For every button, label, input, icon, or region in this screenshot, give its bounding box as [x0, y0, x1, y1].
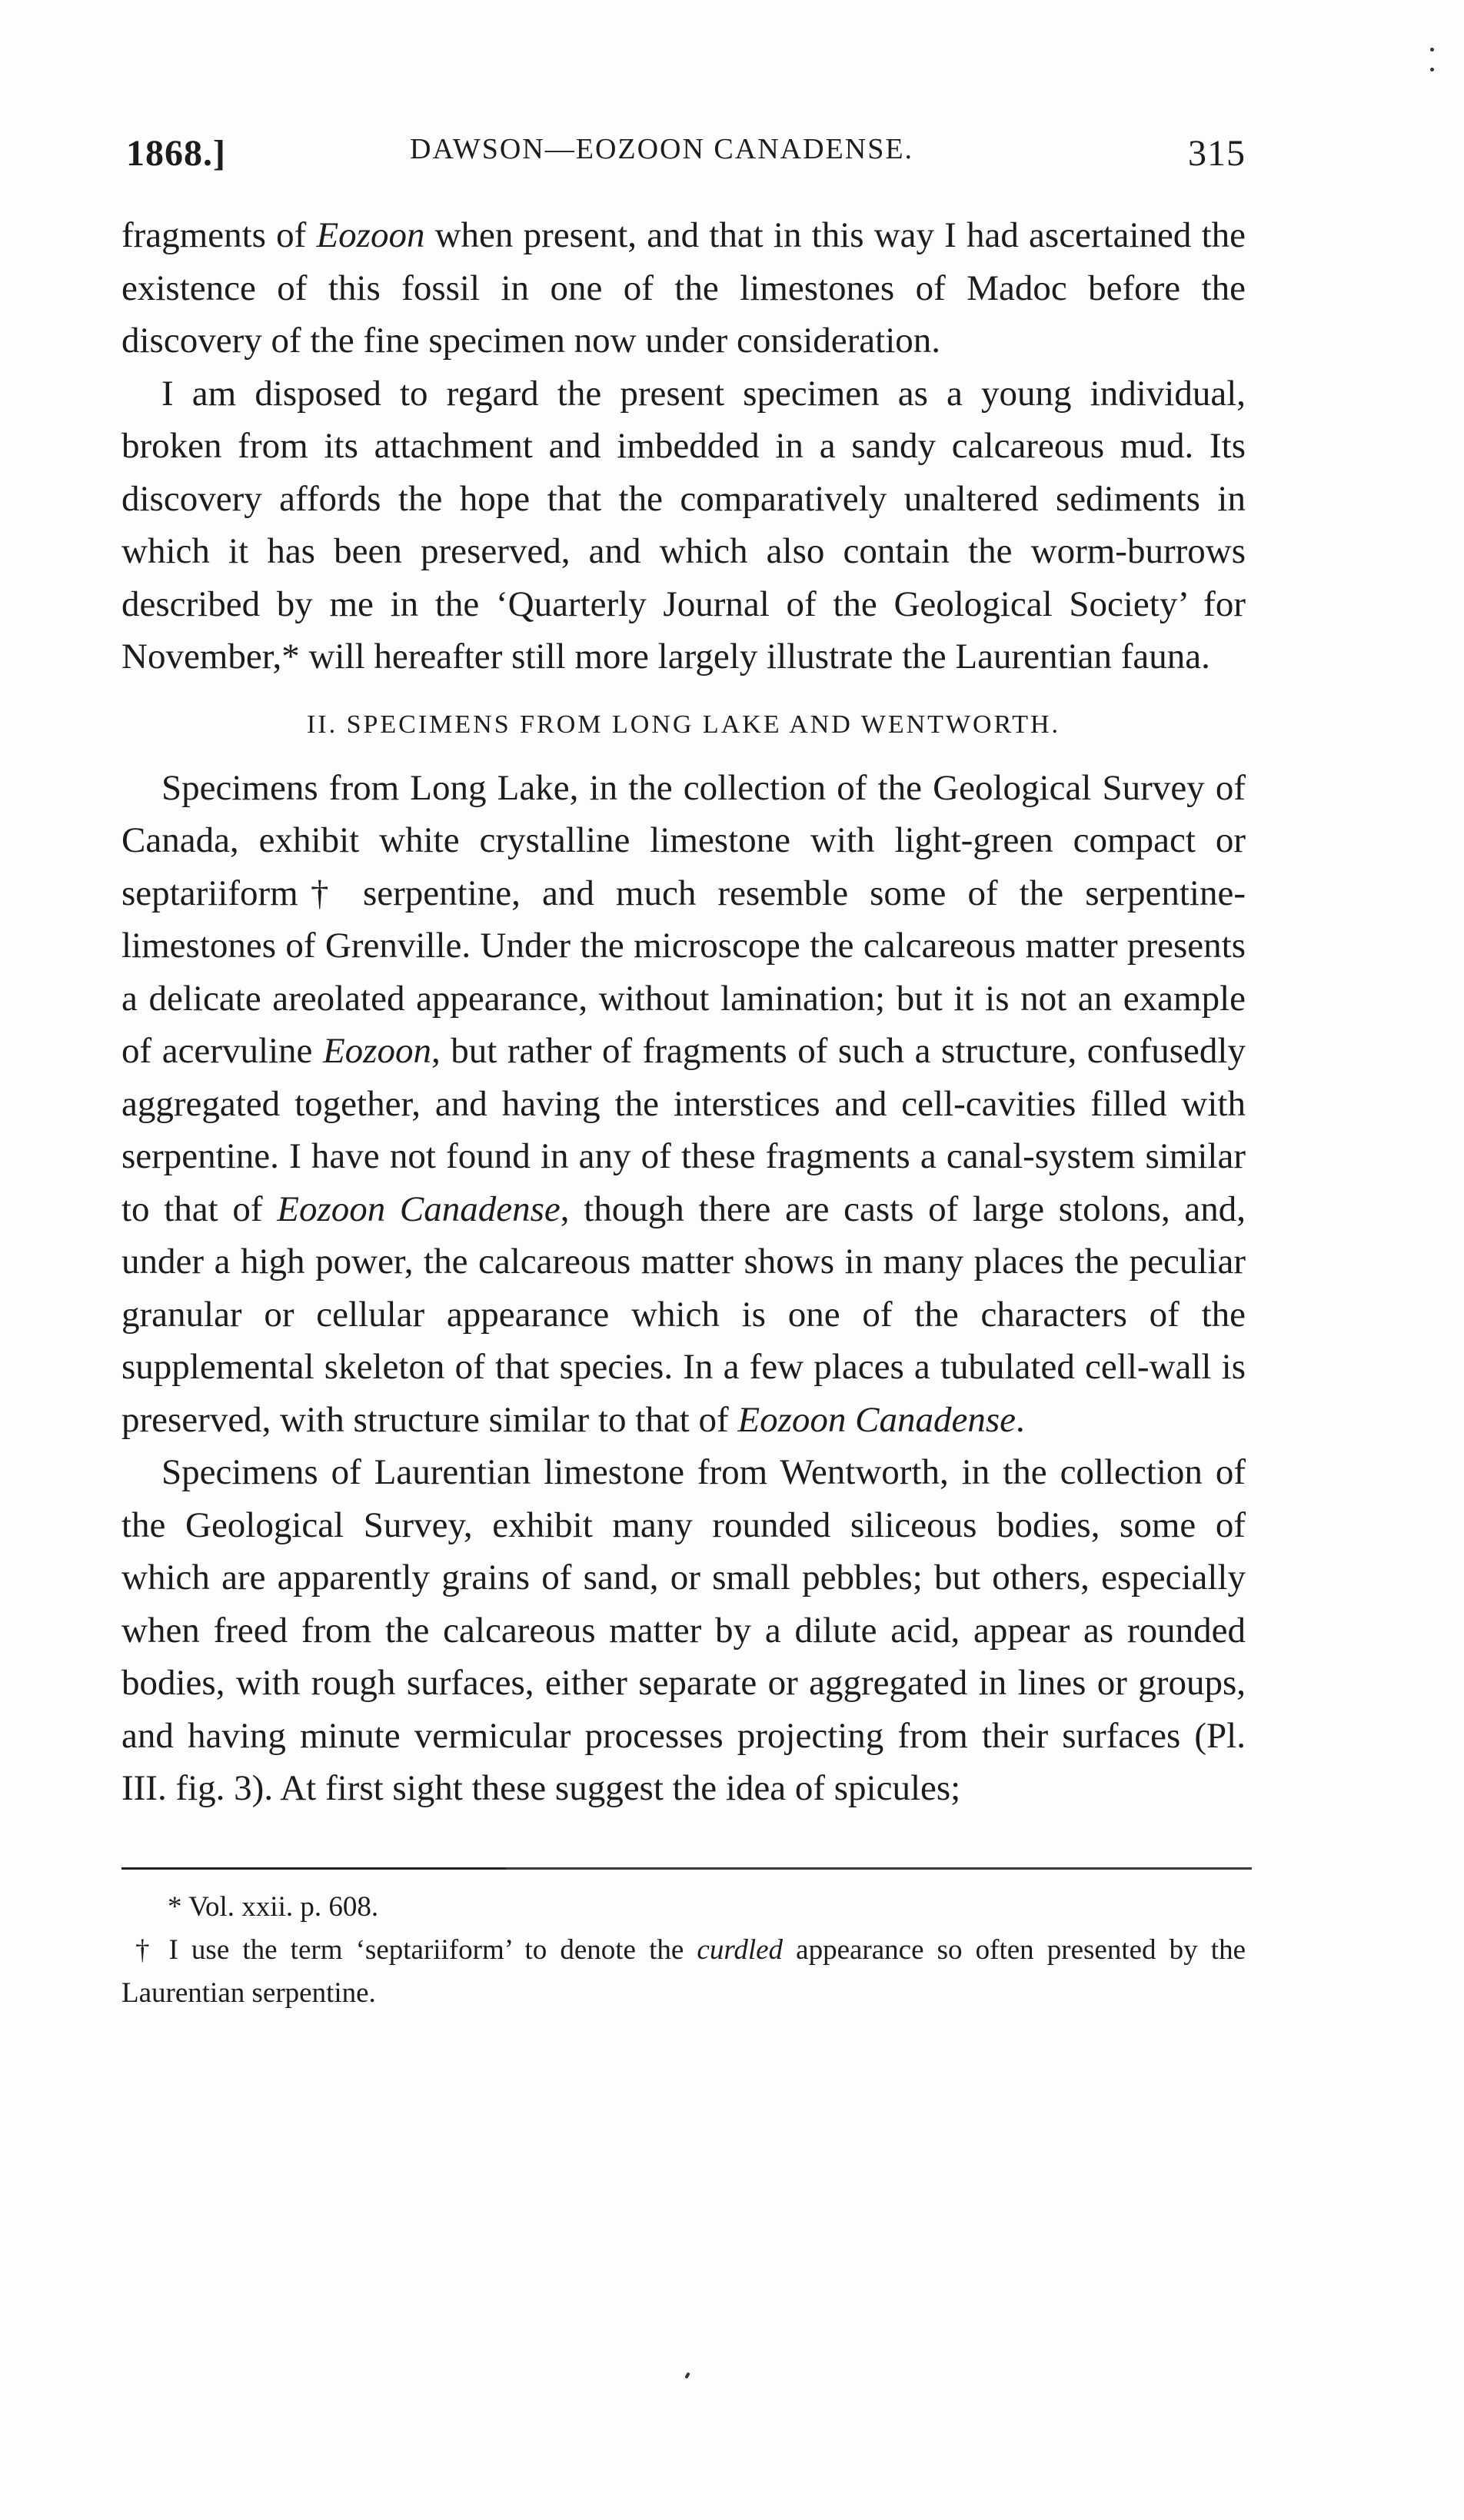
text-run: when present, and that in this way I had ascertained the existence of this fossil in one of the limestones of Madoc before the discovery of the fine specimen now under consideration.	[121, 215, 1246, 361]
header-title: DAWSON—EOZOON CANADENSE.	[410, 133, 914, 165]
scan-mark	[1430, 48, 1434, 52]
text-run: , but rather of fragments of such a structure, confusedly aggregated together, and having the interstices and cell-cavities filled with serpentine. I have not found in any of these fragments a canal-system similar to that of	[121, 1031, 1246, 1229]
header-year: 1868.]	[126, 133, 226, 174]
italic-term: Eozoon	[316, 215, 425, 255]
italic-term: Eozoon Canadense	[277, 1189, 561, 1229]
italic-term: curdled	[697, 1933, 784, 1966]
text-run: fragments of	[121, 215, 317, 255]
paragraph	[121, 762, 1246, 1447]
text-run: , though there are casts of large stolons, and, under a high power, the calcareous matter shows in many places the peculiar granular or cellular appearance which is one of the characters of the supplemental skeleton of that species. In a few places a tubulated cell-wall is preserved, with structure similar to that of	[121, 1189, 1246, 1440]
text-run: Specimens from Long Lake, in the collection of the Geological Survey of Canada, exhibit white crystalline limestone with light-green compact or septariiform† serpentine, and much resemble some of the serpentine-limestones of Grenville. Under the microscope the calcareous matter presents a delicate areolated appearance, without lamination; but it is not an example of acervuline	[121, 767, 1246, 1071]
scan-mark	[684, 2372, 690, 2379]
footnote: * Vol. xxii. p. 608.	[168, 1890, 379, 1923]
separator-rule	[506, 1867, 1252, 1870]
footnote	[121, 1929, 1246, 2015]
book-page	[121, 132, 1246, 2015]
text-run: † I use the term ‘septariiform’ to denote the	[135, 1933, 697, 1966]
footnotes	[121, 1886, 1246, 2015]
separator-rule	[121, 1867, 506, 1870]
text-run: .	[1016, 1399, 1025, 1440]
running-head	[121, 132, 1246, 186]
scan-mark	[1430, 68, 1434, 71]
paragraph-continuation	[121, 209, 1246, 367]
paragraph: Specimens of Laurentian limestone from Wentworth, in the collection of the Geological Survey, exhibit many rounded siliceous bodies, some of which are apparently grains of sand, or small pebbles; but others, especially when freed from the calcareous matter by a dilute acid, appear as rounded bodies, with rough surfaces, either separate or aggregated in lines or groups, and having minute vermicular processes projecting from their surfaces (Pl. III. fig. 3). At first sight these suggest the idea of spicules;	[121, 1452, 1246, 1808]
italic-term: Eozoon Canadense	[737, 1399, 1016, 1440]
page-number: 315	[1188, 133, 1246, 174]
body-text	[121, 209, 1246, 1815]
footnote-separator	[121, 1863, 1246, 1878]
section-heading: II. SPECIMENS FROM LONG LAKE AND WENTWORTH.	[306, 710, 1061, 739]
paragraph: I am disposed to regard the present specimen as a young individual, broken from its attachment and imbedded in a sandy calcareous mud. Its discovery affords the hope that the comparatively unaltered sediments in which it has been preserved, and which also contain the worm-burrows described by me in the ‘Quarterly Journal of the Geological Society’ for November,* will hereafter still more largely illustrate the Laurentian fauna.	[121, 373, 1246, 677]
text-run: appearance so often presented by the Laurentian serpentine.	[121, 1933, 1246, 2009]
italic-term: Eozoon	[322, 1031, 431, 1071]
